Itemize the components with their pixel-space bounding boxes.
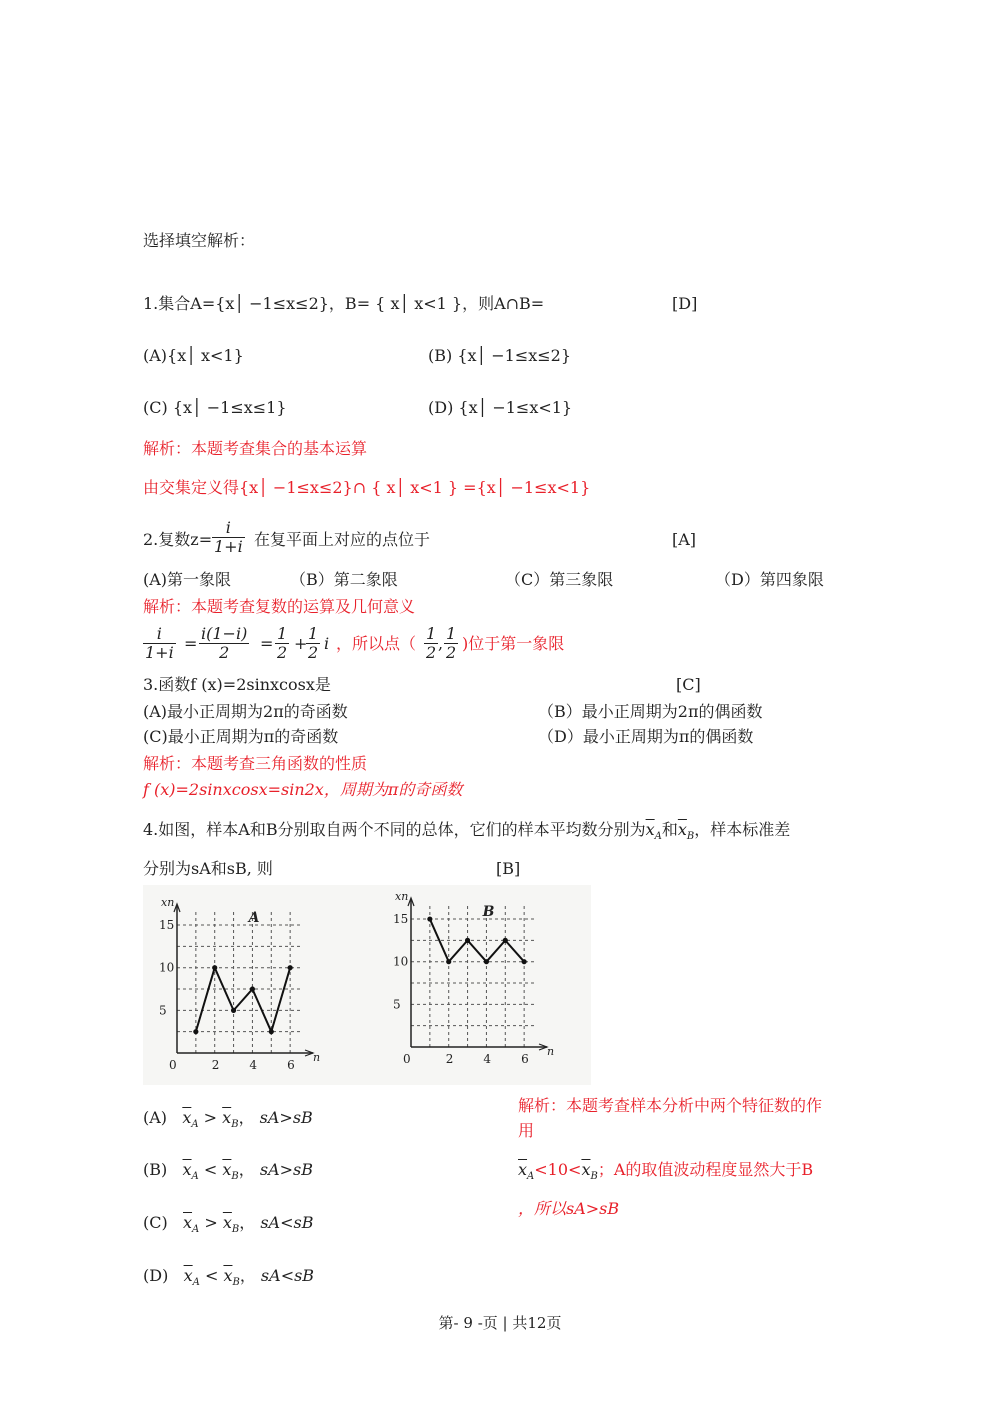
q4-opt-d-label: (D) [143,1266,169,1285]
q2-eq-frac4-den: 2 [308,643,319,662]
q4-figure [143,885,591,1085]
q2-eq-frac4-num: 1 [308,624,319,643]
q4-option-c: (C) $\overline{x}_A > \overline{x}_B$， sA<sB [143,1213,314,1236]
q2-analysis-title: 解析：本题考查复数的运算及几何意义 [143,597,416,616]
q2-eq-frac3-den: 2 [277,643,288,662]
q2-point-frac1-den: 2 [426,643,437,662]
q1-option-a: (A){x│ x<1} [143,346,244,365]
q4-opt-d-xb: $\overline{x}$ [223,1266,233,1285]
q4-analysis-subb: B [590,1171,598,1183]
q4-opt-d-rel2: sA<sB [260,1266,315,1285]
q1-analysis-title: 解析：本题考查集合的基本运算 [143,439,368,458]
x-tick-label: 4 [249,1058,258,1072]
q4-opt-b-rel1: < [203,1160,218,1179]
q4-opt-a-label: (A) [143,1108,168,1127]
q4-opt-a-subb: B [231,1119,239,1131]
x-tick-label: 0 [403,1052,411,1066]
q4-option-b: (B) $\overline{x}_A < \overline{x}_B$， sA>sB [143,1160,313,1183]
q4-opt-d-suba: A [192,1277,200,1289]
q3-option-a: (A)最小正周期为2π的奇函数 [143,702,348,721]
x-tick-label: 6 [521,1052,529,1066]
q4-opt-d-rel1: < [204,1266,219,1285]
q3-answer: [C] [676,675,701,694]
q2-point-frac2-num: 1 [446,624,457,643]
y-tick-label: 15 [159,918,175,933]
y-tick-label: 10 [159,960,175,975]
x-tick-label: 2 [211,1058,220,1072]
q4-answer: [B] [496,859,521,878]
q2-option-a: (A)第一象限 [143,570,232,589]
q4-stem-line1 [143,820,790,847]
q4-analysis-title-cont: 用 [518,1121,535,1140]
q4-option-a: (A) $\overline{x}_A > \overline{x}_B$， sA>sB [143,1108,313,1131]
q2-point-comma: , [438,634,444,653]
y-tick-label: 15 [393,912,409,927]
q2-eq-frac3 [275,625,289,662]
q2-option-b: （B）第二象限 [290,570,398,589]
q4-opt-a-rel2: sA>sB [259,1108,313,1127]
data-point [193,1029,198,1034]
q3-stem: 3.函数f (x)=2sinxcosx是 [143,675,331,694]
y-tick-label: 10 [393,954,409,969]
q4-stem-a: 4.如图，样本A和B分别取自两个不同的总体，它们的样本平均数分别为 [143,820,646,839]
q4-xbar-b: $\overline{x}$ [677,820,687,839]
q4-analysis-end: ；A的取值波动程度显然大于B [597,1160,814,1179]
q4-opt-d-xa: $\overline{x}$ [183,1266,193,1285]
q4-sub-a: A [654,831,662,843]
y-tick-label: 5 [393,997,401,1012]
q4-sub-b: B [686,831,695,843]
q2-fraction [212,519,245,556]
q4-analysis-body [518,1160,813,1187]
q4-opt-c-xa: $\overline{x}$ [183,1213,193,1232]
data-point [446,959,451,964]
q4-option-d: (D) $\overline{x}_A < \overline{x}_B$， sA<sB [143,1266,315,1289]
q3-option-d: （D）最小正周期为π的偶函数 [538,727,754,746]
q4-opt-c-rel2: sA<sB [260,1213,314,1232]
q2-point-frac2 [444,625,458,662]
q2-stem-prefix: 2.复数z= [143,530,213,549]
q2-eq-sign2: = [260,634,274,653]
q4-opt-b-xb: $\overline{x}$ [222,1160,232,1179]
q2-stem-suffix: 在复平面上对应的点位于 [254,530,431,549]
q4-analysis-mid: <10< [534,1160,582,1179]
q2-analysis-end: )位于第一象限 [462,634,565,653]
q2-analysis-text: ，所以点（ [336,634,417,653]
x-tick-label: 2 [445,1052,454,1066]
data-point [465,938,470,943]
y-axis-label: xn [395,890,409,903]
q4-analysis-conclusion: ，所以sA>sB [518,1199,620,1218]
section-title: 选择填空解析： [143,231,256,250]
q4-opt-a-rel1: > [203,1108,218,1127]
q4-opt-d-subb: B [232,1277,240,1289]
x-axis-label: n [313,1051,321,1064]
q1-option-d: (D) {x│ −1≤x<1} [428,398,573,417]
q4-opt-c-xb: $\overline{x}$ [222,1213,232,1232]
q1-answer: [D] [672,294,698,313]
q2-eq-frac2-num: i(1−i) [201,624,248,643]
q2-eq-frac1-num: i [143,625,176,644]
q4-opt-b-rel2: sA>sB [259,1160,313,1179]
q4-opt-c-suba: A [192,1224,200,1236]
q2-frac-den: 1+i [214,537,243,556]
data-point [288,965,293,970]
q2-eq-frac1 [143,625,176,662]
q2-frac-num: i [212,519,245,538]
x-tick-label: 4 [483,1052,492,1066]
data-point [484,959,489,964]
y-axis-label: xn [161,896,175,909]
data-point [231,1008,236,1013]
q3-option-b: （B）最小正周期为2π的偶函数 [538,702,763,721]
q3-option-c: (C)最小正周期为π的奇函数 [143,727,339,746]
q4-opt-c-label: (C) [143,1213,168,1232]
q2-eq-frac2-den: 2 [219,643,230,662]
q4-analysis-xb: $\overline{x}$ [581,1160,591,1179]
y-tick-label: 5 [159,1003,167,1018]
q2-option-c: （C）第三象限 [505,570,614,589]
q2-eq-plus: + [294,634,308,653]
q4-analysis-title: 解析：本题考查样本分析中两个特征数的作 [518,1096,823,1115]
chart-title: A [248,910,260,926]
q1-stem: 1.集合A={x│ −1≤x≤2}，B= { x│ x<1 }，则A∩B= [143,294,545,313]
x-axis-label: n [547,1045,555,1058]
data-point [522,959,527,964]
q4-opt-b-xa: $\overline{x}$ [182,1160,192,1179]
q1-analysis-body: 由交集定义得{x│ −1≤x≤2}∩ { x│ x<1 } ={x│ −1≤x<1} [143,478,591,497]
page-footer: 第- 9 -页 | 共12页 [438,1314,562,1332]
data-point [269,1029,274,1034]
q4-opt-a-xb: $\overline{x}$ [222,1108,232,1127]
q2-answer: [A] [672,530,697,549]
q2-eq-i: i [324,634,330,653]
data-point [503,938,508,943]
q2-eq-frac2 [199,625,249,662]
q3-analysis-title: 解析：本题考查三角函数的性质 [143,754,368,773]
q4-opt-c-subb: B [231,1224,240,1236]
q2-eq-frac3-num: 1 [277,624,288,643]
q4-opt-c-rel1: > [204,1213,218,1232]
q3-analysis-body: f (x)=2sinxcosx=sin2x，周期为π的奇函数 [143,780,463,799]
q4-analysis-xa: $\overline{x}$ [518,1160,528,1179]
x-tick-label: 6 [287,1058,295,1072]
q4-opt-b-label: (B) [143,1160,168,1179]
q4-opt-b-subb: B [231,1171,239,1183]
q4-xbar-a: $\overline{x}$ [645,820,655,839]
q2-eq-sign1: = [184,634,198,653]
q4-stem-b: ，样本标准差 [694,820,791,839]
q2-eq-frac4 [306,625,320,662]
q1-option-b: (B) {x│ −1≤x≤2} [428,346,572,365]
data-point [212,965,217,970]
q1-option-c: (C) {x│ −1≤x≤1} [143,398,287,417]
q4-opt-a-suba: A [191,1119,199,1131]
q2-eq-frac1-den: 1+i [145,643,174,662]
x-tick-label: 0 [169,1058,177,1072]
q2-point-frac1 [424,625,438,662]
q2-option-d: （D）第四象限 [715,570,824,589]
q4-opt-a-xa: $\overline{x}$ [182,1108,192,1127]
data-point [427,916,432,921]
q2-point-frac1-num: 1 [426,624,437,643]
q4-opt-b-suba: A [191,1171,199,1183]
q4-stem-line2: 分别为sA和sB, 则 [143,859,273,878]
q2-point-frac2-den: 2 [446,643,457,662]
q4-he: 和 [661,820,678,839]
chart-title: B [482,904,495,920]
data-point [250,986,255,991]
q4-analysis-suba: A [527,1171,535,1183]
